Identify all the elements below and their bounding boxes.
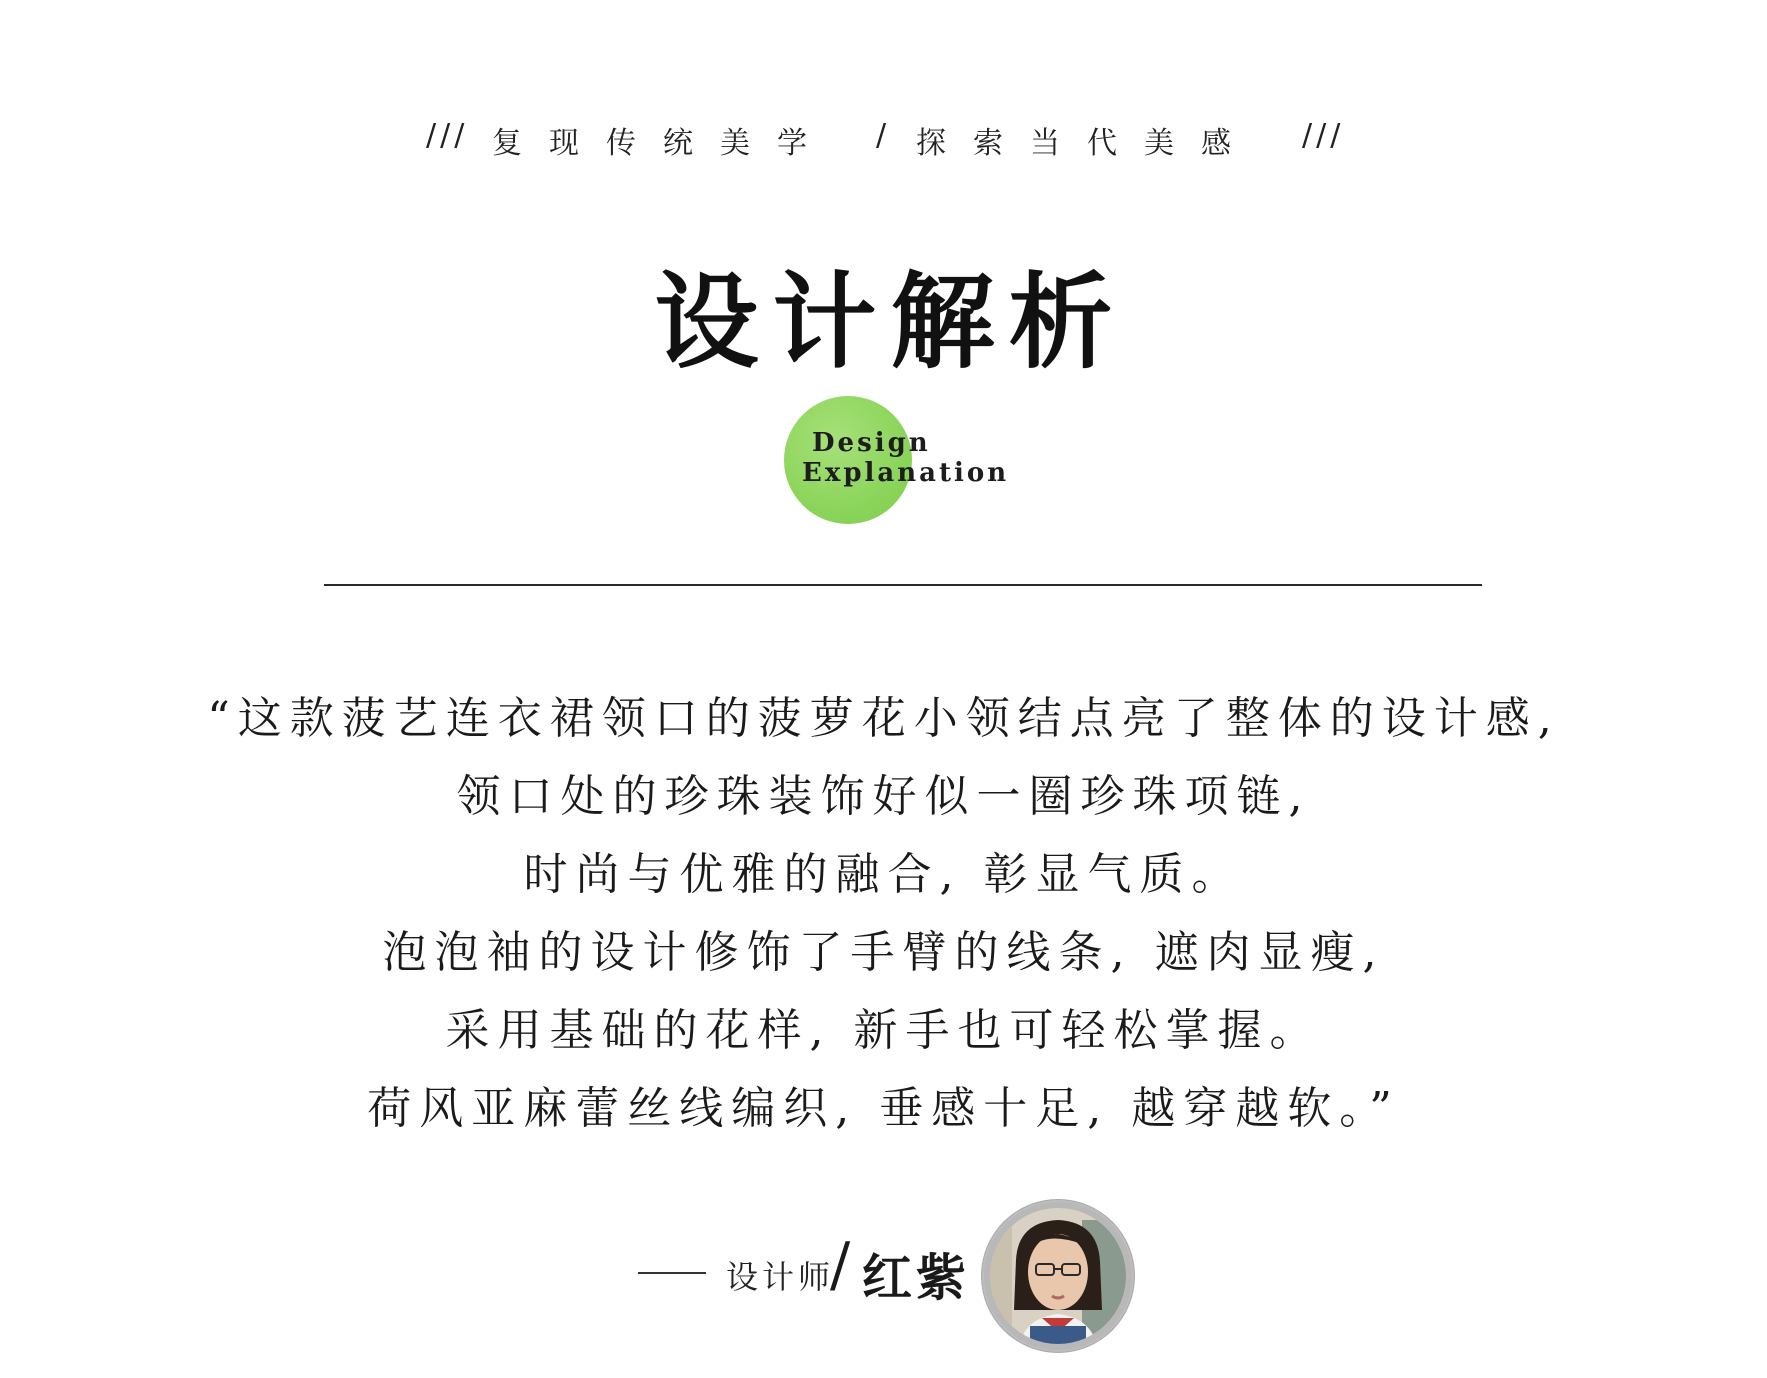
- tagline-phrase-tradition: 复现传统美学: [492, 126, 834, 161]
- designer-name: 红紫: [862, 1248, 970, 1307]
- tagline-phrase-contemporary: 探索当代美感: [916, 126, 1258, 161]
- subtitle-line2: Explanation: [802, 458, 1010, 488]
- quote-line: 荷风亚麻蕾丝线编织, 垂感十足, 越穿越软。”: [367, 1083, 1400, 1134]
- signature-dash: [638, 1272, 706, 1274]
- quote-line: 时尚与优雅的融合, 彰显气质。: [523, 849, 1244, 900]
- quote-line: 领口处的珍珠装饰好似一圈珍珠项链,: [456, 771, 1311, 822]
- tagline-right-slashes: ///: [1302, 118, 1345, 153]
- signature-role: 设计师: [726, 1258, 835, 1296]
- designer-avatar: [982, 1200, 1134, 1352]
- design-quote: [0, 680, 1767, 1148]
- quote-line: 泡泡袖的设计修饰了手臂的线条, 遮肉显瘦,: [382, 927, 1385, 978]
- tagline-left-slashes: ///: [426, 118, 469, 153]
- signature-slash: /: [830, 1230, 851, 1300]
- divider: [324, 584, 1482, 586]
- page-title: 设计解析: [654, 260, 1127, 383]
- quote-line: “这款菠艺连衣裙领口的菠萝花小领结点亮了整体的设计感,: [207, 693, 1560, 744]
- subtitle-line1: Design: [812, 428, 931, 458]
- subtitle: [802, 428, 1009, 488]
- tagline: [0, 118, 1767, 161]
- tagline-mid-slash: /: [876, 118, 891, 153]
- quote-line: 采用基础的花样, 新手也可轻松掌握。: [445, 1005, 1322, 1056]
- avatar-portrait: [982, 1200, 1134, 1352]
